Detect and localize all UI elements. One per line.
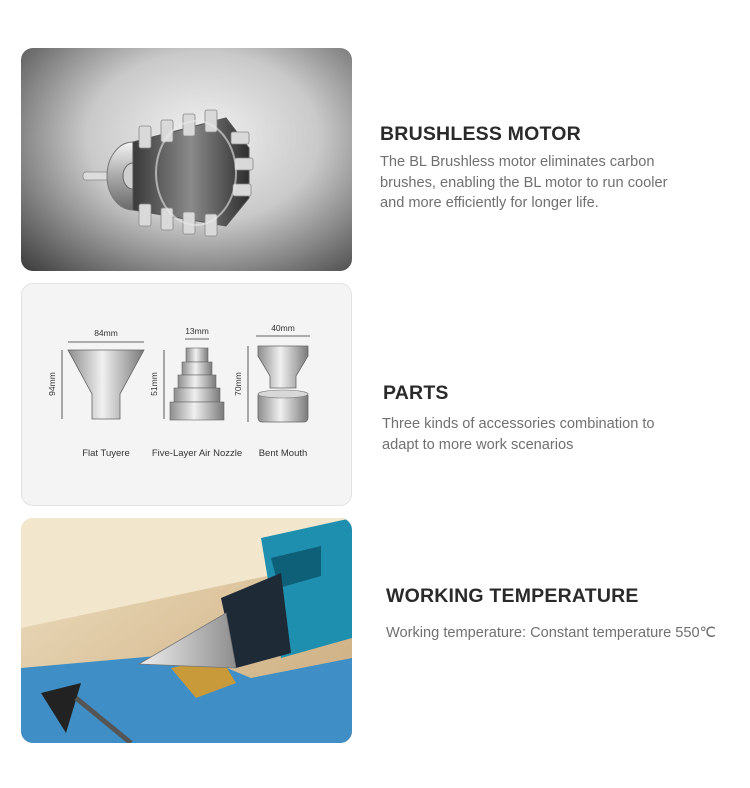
parts-illustration	[22, 284, 352, 506]
dimension-label: 51mm	[149, 372, 159, 396]
description-line: Three kinds of accessories combination to	[382, 416, 655, 432]
working-temperature-image	[21, 518, 352, 743]
part-name: Five-Layer Air Nozzle	[151, 448, 243, 459]
section-title-working-temperature: WORKING TEMPERATURE	[386, 585, 639, 607]
description-line: and more efficiently for longer life.	[380, 195, 599, 211]
bent-mouth-part	[233, 323, 310, 459]
flat-tuyere-part	[47, 328, 144, 459]
dimension-label: 40mm	[271, 323, 295, 333]
dimension-label: 94mm	[47, 372, 57, 396]
dimension-label: 70mm	[233, 372, 243, 396]
part-name: Bent Mouth	[258, 448, 308, 459]
description-line: adapt to more work scenarios	[382, 436, 574, 453]
dimension-label: 13mm	[185, 326, 209, 336]
section-description-brushless-motor	[380, 152, 667, 214]
section-description-working-temperature	[386, 623, 716, 644]
parts-image	[21, 283, 352, 506]
section-description-parts	[382, 414, 655, 455]
description-line: The BL Brushless motor eliminates carbon	[380, 154, 655, 170]
section-title-parts: PARTS	[383, 382, 449, 404]
brushless-motor-image	[21, 48, 352, 271]
heat-gun-illustration	[21, 518, 352, 743]
description-line: Working temperature: Constant temperature 550℃	[386, 625, 717, 641]
section-title-brushless-motor: BRUSHLESS MOTOR	[380, 123, 581, 145]
description-line: brushes, enabling the BL motor to run cooler	[380, 174, 668, 191]
dimension-label: 84mm	[94, 328, 118, 338]
part-name: Flat Tuyere	[82, 448, 130, 459]
motor-illustration	[21, 48, 352, 271]
five-layer-nozzle-part	[149, 326, 242, 459]
